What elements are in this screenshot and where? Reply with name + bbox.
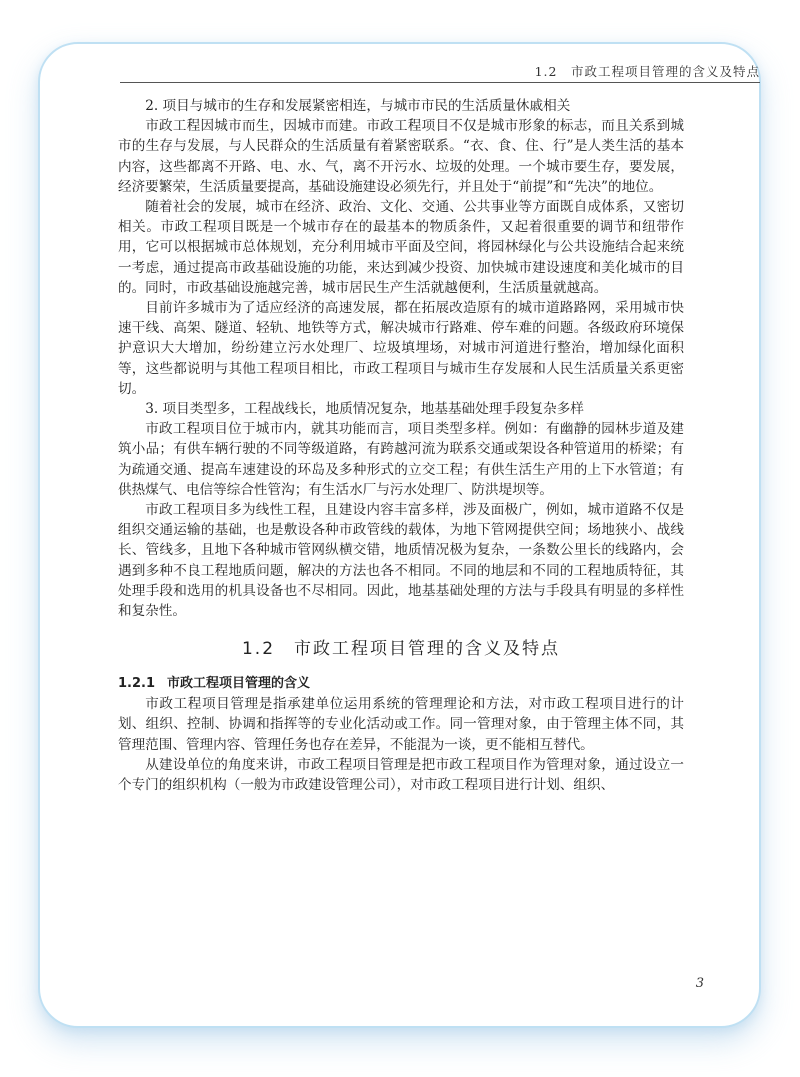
- paragraph-5: 市政工程项目多为线性工程，且建设内容丰富多样，涉及面极广，例如，城市道路不仅是组织交通运输的基础，也是敷设各种市政管线的载体，为地下管网提供空间；场地狭小、战线长、管线多，且地下各种城市管网纵横交错，地质情况极为复杂，一条数公里长的线路内，会遇到多种不良工程地质问题，解决的方法也各不相同。不同的地层和不同的工程地质特征，其处理手段和选用的机具设备也不尽相同。因此，地基基础处理的方法与手段具有明显的多样性和复杂性。: [118, 502, 684, 620]
- paragraph-3: 目前许多城市为了适应经济的高速发展，都在拓展改造原有的城市道路路网，采用城市快速干线、高架、隧道、轻轨、地铁等方式，解决城市行路难、停车难的问题。各级政府环境保护意识大大增加，纷纷建立污水处理厂、垃圾填埋场，对城市河道进行整治，增加绿化面积等，这些都说明与其他工程项目相比，市政工程项目与城市生存发展和人民生活质量关系更密切。: [118, 300, 684, 397]
- paragraph-7: 从建设单位的角度来讲，市政工程项目管理是把市政工程项目作为管理对象，通过设立一个专门的组织机构（一般为市政建设管理公司），对市政工程项目进行计划、组织、: [118, 756, 684, 794]
- item-3-heading: 3. 项目类型多，工程战线长，地质情况复杂，地基基础处理手段复杂多样: [145, 401, 584, 418]
- paragraph-4: 市政工程项目位于城市内，就其功能而言，项目类型多样。例如：有幽静的园林步道及建筑小品；有供车辆行驶的不同等级道路，有跨越河流为联系交通或架设各种管道用的桥梁；有为疏通交通、提高车速建设的环岛及多种形式的立交工程；有供生活生产用的上下水管道；有供热煤气、电信等综合性管沟；有生活水厂与污水处理厂、防洪堤坝等。: [118, 421, 684, 498]
- paragraph-1: 市政工程因城市而生，因城市而建。市政工程项目不仅是城市形象的标志，而且关系到城市的生存与发展，与人民群众的生活质量有着紧密联系。“衣、食、住、行”是人类生活的基本内容，这些都离不开路、电、水、气，离不开污水、垃圾的处理。一个城市要生存，要发展，经济要繁荣，生活质量要提高，基础设施建设必须先行，并且处于“前提”和“先决”的地位。: [118, 118, 684, 195]
- item-2-heading: 2. 项目与城市的生存和发展紧密相连，与城市市民的生活质量休戚相关: [145, 98, 571, 114]
- running-header-title: 1.2 市政工程项目管理的含义及特点: [534, 64, 760, 79]
- paragraph-2: 随着社会的发展，城市在经济、政治、文化、交通、公共事业等方面既自成体系，又密切相关。市政工程项目既是一个城市存在的最基本的物质条件，又起着很重要的调节和纽带作用，它可以根据城市总体规划，充分利用城市平面及空间，将园林绿化与公共设施结合起来统一考虑，通过提高市政基础设施的功能，来达到减少投资、加快城市建设速度和美化城市的目的。同时，市政基础设施越完善，城市居民生产生活就越便利，生活质量就越高。: [118, 199, 684, 296]
- subsection-title: 市政工程项目管理的含义: [167, 676, 311, 692]
- page-body: [118, 96, 684, 795]
- running-header: [120, 62, 760, 83]
- subsection-number: 1.2.1: [118, 676, 156, 692]
- page-number: 3: [695, 976, 704, 991]
- paragraph-6: 市政工程项目管理是指承建单位运用系统的管理理论和方法，对市政工程项目进行的计划、组织、控制、协调和指挥等的专业化活动或工作。同一管理对象，由于管理主体不同，其管理范围、管理内容、管理任务也存在差异，不能混为一谈，更不能相互替代。: [118, 696, 684, 753]
- subsection-heading: [118, 674, 684, 694]
- section-title: 1.2 市政工程项目管理的含义及特点: [241, 639, 561, 660]
